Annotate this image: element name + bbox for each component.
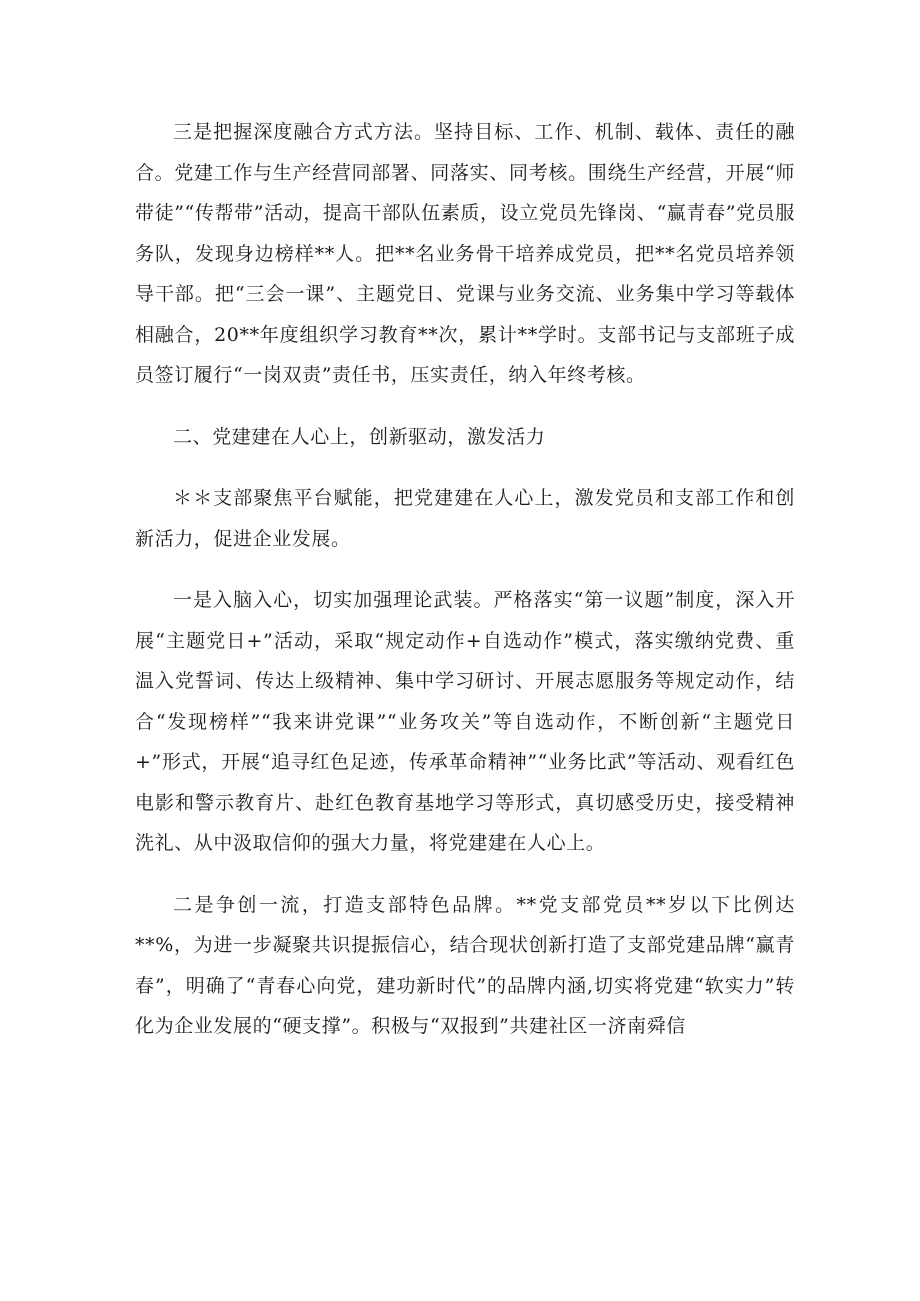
document-body <box>135 112 795 1068</box>
paragraph-theory-armament: 一是入脑入心，切实加强理论武装。严格落实“第一议题”制度，深入开展“主题党日+”活动，采取“规定动作+自选动作”模式，落实缴纳党费、重温入党誓词、传达上级精神、集中学习研讨、开展志愿服务等规定动作，结合“发现榜样”“我来讲党课”“业务攻关”等自选动作，不断创新“主题党日+”形式，开展“追寻红色足迹，传承革命精神”“业务比武”等活动、观看红色电影和警示教育片、赴红色教育基地学习等形式，真切感受历史，接受精神洗礼、从中汲取信仰的强大力量，将党建建在人心上。 <box>135 589 795 854</box>
paragraph-deep-integration: 三是把握深度融合方式方法。坚持目标、工作、机制、载体、责任的融合。党建工作与生产经营同部署、同落实、同考核。围绕生产经营，开展“师带徒”“传帮带”活动，提高干部队伍素质，设立党员先锋岗、“赢青春”党员服务队，发现身边榜样**人。把**名业务骨干培养成党员，把**名党员培养领导干部。把“三会一课”、主题党日、党课与业务交流、业务集中学习等载体相融合，20**年度组织学习教育**次，累计**学时。支部书记与支部班子成员签订履行“一岗双责”责任书，压实责任，纳入年终考核。 <box>135 121 795 386</box>
paragraph-branch-brand: 二是争创一流，打造支部特色品牌。**党支部党员**岁以下比例达**%，为进一步凝聚共识提振信心，结合现状创新打造了支部党建品牌“赢青春”，明确了“青春心向党，建功新时代”的品牌内涵,切实将党建“软实力”转化为企业发展的“硬支撑”。积极与“双报到”共建社区一济南舜信 <box>135 893 795 1037</box>
section-heading-two: 二、党建建在人心上，创新驱动，激发活力 <box>173 425 546 448</box>
paragraph-branch-intro: ＊＊支部聚焦平台赋能，把党建建在人心上，激发党员和支部工作和创新活力，促进企业发展。 <box>135 487 795 550</box>
